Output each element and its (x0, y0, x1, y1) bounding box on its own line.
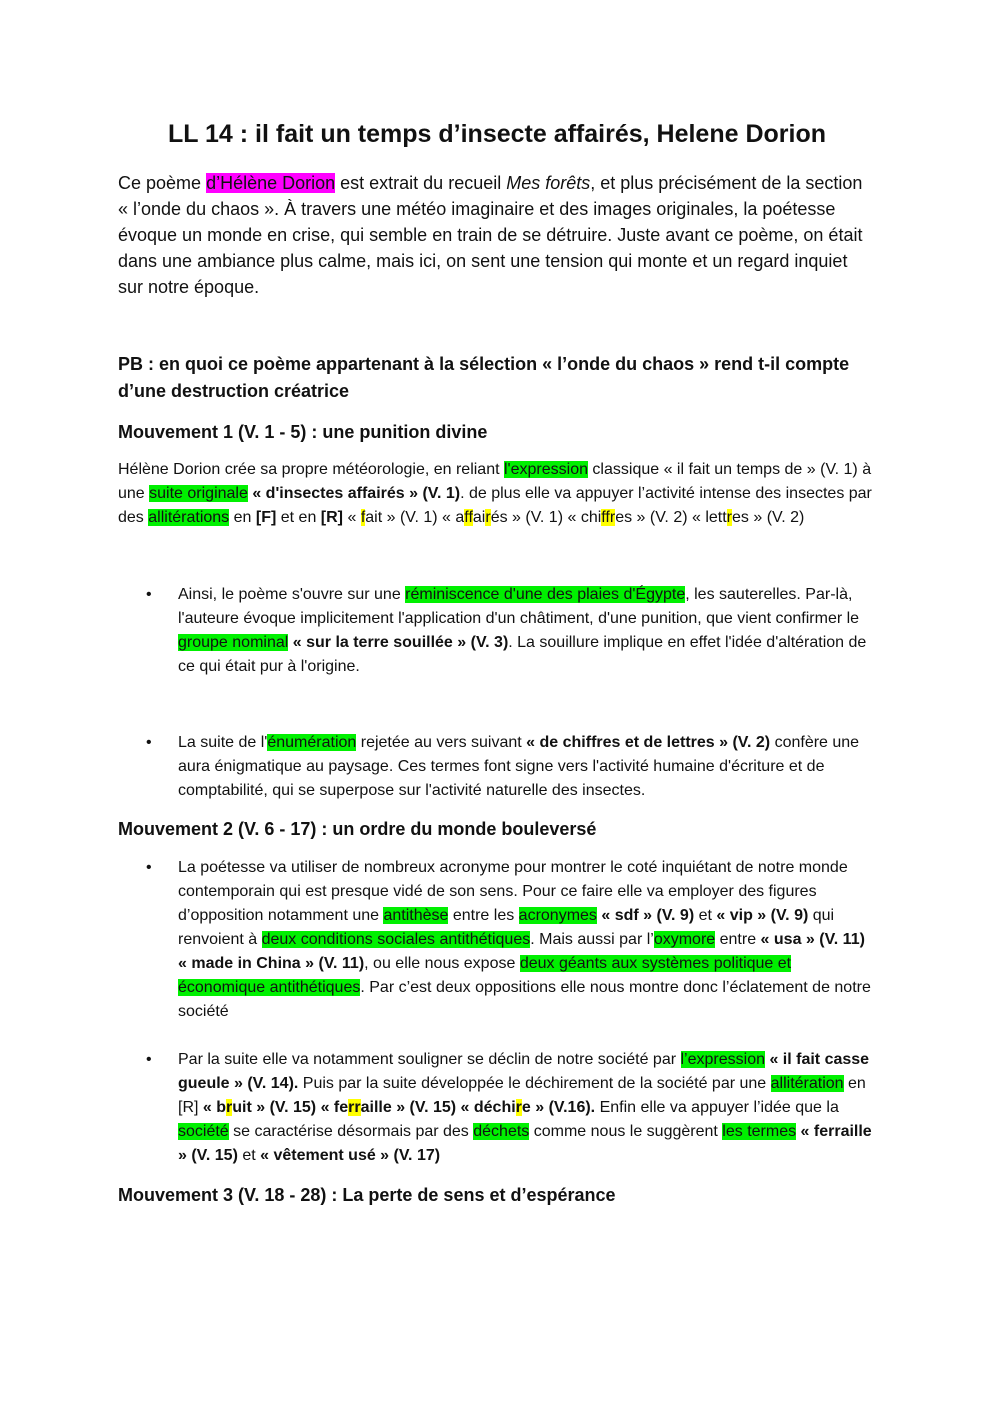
quote: « ferraille » (V. 15) (178, 1123, 872, 1164)
text: en [R] (178, 1075, 866, 1116)
highlight: groupe nominal (178, 634, 289, 651)
document-title: LL 14 : il fait un temps d’insecte affairés, Helene Dorion (167, 120, 827, 148)
text: comme nous le suggèrent (529, 1123, 723, 1140)
m2-bullet-list (118, 856, 876, 1168)
quote: « usa » (V. 11) « made in China » (V. 11) (178, 931, 865, 972)
text: Puis par la suite développée le déchirement de la société par une (298, 1075, 771, 1092)
text: es » (V. 2) (732, 509, 805, 526)
m1-bullet-list (118, 583, 876, 803)
phoneme: [F] (255, 509, 277, 526)
text: La suite de l' (178, 734, 268, 751)
letter-highlight: f (360, 509, 366, 526)
heading-mouvement-3: Mouvement 3 (V. 18 - 28) : La perte de sens et d’espérance (118, 1185, 616, 1205)
highlight: acronymes (518, 907, 597, 924)
text: est extrait du recueil (335, 173, 507, 193)
text: ai (472, 509, 486, 526)
text: et (237, 1147, 261, 1164)
text: Par la suite elle va notamment souligner se déclin de notre société par (178, 1051, 681, 1068)
phoneme: [R] (320, 509, 344, 526)
text: se caractérise désormais par des (228, 1123, 474, 1140)
intro-paragraph (118, 170, 876, 300)
quote: « sdf » (V. 9) (601, 907, 695, 924)
text: entre (715, 931, 761, 948)
list-item (118, 583, 876, 679)
list-item (118, 731, 876, 803)
quote: « d'insectes affairés » (V. 1) (252, 485, 461, 502)
text: . Par c’est deux oppositions elle nous montre donc l’éclatement de notre société (178, 979, 871, 1020)
letter-highlight: r (515, 1099, 522, 1116)
letter-highlight: r (726, 509, 732, 526)
letter-highlight: r (226, 1099, 233, 1116)
text: rejetée au vers suivant (356, 734, 527, 751)
list-item (118, 856, 876, 1024)
letter-highlight: ffr (601, 509, 616, 526)
heading-mouvement-2: Mouvement 2 (V. 6 - 17) : un ordre du monde bouleversé (118, 819, 597, 839)
text: en (229, 509, 256, 526)
text: , ou elle nous expose (364, 955, 520, 972)
text: és » (V. 1) « chi (490, 509, 602, 526)
highlight-author: d’Hélène Dorion (206, 173, 336, 193)
bullet-icon: • (146, 586, 152, 603)
book-title: Mes forêts (506, 173, 591, 193)
quote: « il fait casse gueule » (V. 14). (178, 1051, 870, 1092)
highlight: antithèse (383, 907, 449, 924)
text: . de plus elle va appuyer l’activité intense des insectes par des (118, 485, 872, 526)
text: , et plus précisément de la section « l’onde du chaos ». À travers une météo imaginaire et des images originales, la poétesse évoque un monde en crise, qui semble en train de se détruire. Juste avant ce poème, on était dans une ambiance plus calme, mais ici, on sent une tension qui monte et un regard inquiet sur notre époque. (118, 173, 863, 297)
text: . Mais aussi par l’ (530, 931, 654, 948)
text: Hélène Dorion crée sa propre météorologie, en reliant (118, 461, 504, 478)
highlight: l'expression (504, 461, 588, 478)
heading-mouvement-1: Mouvement 1 (V. 1 - 5) : une punition divine (118, 422, 488, 442)
text: classique « il fait un temps de » (V. 1) à une (118, 461, 872, 502)
highlight: énumération (267, 734, 357, 751)
text: uit » (V. 15) « fe (232, 1099, 349, 1116)
text: ait » (V. 1) « a (365, 509, 465, 526)
letter-highlight: ff (464, 509, 473, 526)
letter-highlight: rr (348, 1099, 361, 1116)
highlight: allitérations (148, 509, 230, 526)
highlight: l’expression (680, 1051, 765, 1068)
bullet-icon: • (146, 859, 152, 876)
list-item (118, 1048, 876, 1168)
letter-highlight: r (485, 509, 491, 526)
text: Ainsi, le poème s'ouvre sur une (178, 586, 406, 603)
quote: « sur la terre souillée » (V. 3) (292, 634, 509, 651)
quote: « vip » (V. 9) (716, 907, 809, 924)
text: e » (V.16). (521, 1099, 596, 1116)
text: et en (276, 509, 321, 526)
text: La poétesse va utiliser de nombreux acronyme pour montrer le coté inquiétant de notre monde contemporain qui est presque vidé de son sens. Pour ce faire elle va employer des figures d’opposition notamment une (178, 859, 848, 924)
highlight: deux géants aux systèmes politique et économique antithétiques (178, 955, 792, 996)
highlight: société (178, 1123, 229, 1140)
highlight: suite originale (149, 485, 248, 502)
text: et (694, 907, 717, 924)
m1-paragraph (118, 458, 876, 530)
highlight: les termes (722, 1123, 797, 1140)
text: es » (V. 2) « lett (615, 509, 727, 526)
text: aille » (V. 15) « déchi (360, 1099, 516, 1116)
text: Ce poème (118, 173, 207, 193)
text: « (343, 509, 361, 526)
text: « b (202, 1099, 227, 1116)
highlight: réminiscence d'une des plaies d'Égypte (405, 586, 686, 603)
problematique: PB : en quoi ce poème appartenant à la sélection « l’onde du chaos » rend t-il compte d’une destruction créatrice (118, 354, 850, 401)
text: confère une aura énigmatique au paysage. Ces termes font signe vers l'activité humaine d'écriture et de comptabilité, qui se superpose sur l'activité naturelle des insectes. (178, 734, 860, 799)
text: entre les (448, 907, 519, 924)
quote: « de chiffres et de lettres » (V. 2) (526, 734, 771, 751)
document-page (118, 110, 876, 1207)
bullet-icon: • (146, 1051, 152, 1068)
highlight: déchets (473, 1123, 530, 1140)
text: . La souillure implique en effet l'idée d'altération de ce qui était pur à l'origine. (178, 634, 867, 675)
highlight: allitération (770, 1075, 844, 1092)
text: qui renvoient à (178, 907, 835, 948)
text: Enfin elle va appuyer l’idée que la (595, 1099, 839, 1116)
highlight: deux conditions sociales antithétiques (261, 931, 531, 948)
highlight: oxymore (653, 931, 716, 948)
quote (203, 1099, 595, 1116)
bullet-icon: • (146, 734, 152, 751)
quote: « vêtement usé » (V. 17) (260, 1147, 441, 1164)
text: , les sauterelles. Par-là, l'auteure évoque implicitement l'application d'un châtiment, d'une punition, que vient confirmer le (178, 586, 860, 627)
